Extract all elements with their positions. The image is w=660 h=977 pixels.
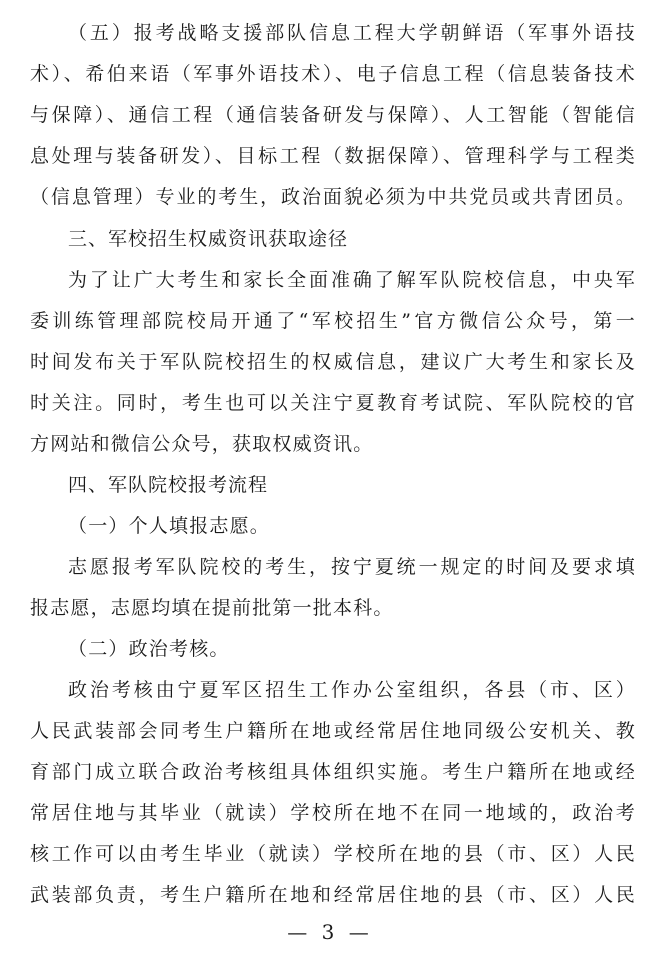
section-heading-3: 三、军校招生权威资讯获取途径 bbox=[68, 228, 349, 250]
para-5-line-2: 术）、希伯来语（军事外语技术）、电子信息工程（信息装备技术 bbox=[30, 63, 636, 85]
para-4-2-line-2: 人民武装部会同考生户籍所在地或经常居住地同级公安机关、教 bbox=[30, 720, 636, 742]
para-4-2-line-1: 政治考核由宁夏军区招生工作办公室组织，各县（市、区） bbox=[68, 679, 636, 701]
section-heading-4: 四、军队院校报考流程 bbox=[68, 474, 269, 496]
para-5-line-5: （信息管理）专业的考生，政治面貌必须为中共党员或共青团员。 bbox=[30, 186, 636, 208]
para-3-line-3: 时间发布关于军队院校招生的权威信息，建议广大考生和家长及 bbox=[30, 351, 636, 373]
para-5-line-1: （五）报考战略支援部队信息工程大学朝鲜语（军事外语技 bbox=[68, 22, 636, 44]
para-4-1-line-1: 志愿报考军队院校的考生，按宁夏统一规定的时间及要求填 bbox=[68, 556, 636, 578]
page-number: — 3 — bbox=[287, 920, 373, 944]
para-4-2-line-3: 育部门成立联合政治考核组具体组织实施。考生户籍所在地或经 bbox=[30, 761, 636, 783]
para-3-line-5: 方网站和微信公众号，获取权威资讯。 bbox=[30, 433, 374, 455]
para-4-1-line-2: 报志愿，志愿均填在提前批第一批本科。 bbox=[30, 597, 394, 619]
subheading-1: （一）个人填报志愿。 bbox=[68, 515, 271, 537]
para-4-2-line-6: 武装部负责，考生户籍所在地和经常居住地的县（市、区）人民 bbox=[30, 884, 636, 906]
para-3-line-2: 委训练管理部院校局开通了“军校招生”官方微信公众号，第一 bbox=[30, 310, 636, 332]
para-4-2-line-4: 常居住地与其毕业（就读）学校所在地不在同一地域的，政治考 bbox=[30, 802, 636, 824]
para-5-line-4: 息处理与装备研发）、目标工程（数据保障）、管理科学与工程类 bbox=[30, 145, 636, 167]
para-5-line-3: 与保障）、通信工程（通信装备研发与保障）、人工智能（智能信 bbox=[30, 104, 636, 126]
para-3-line-4: 时关注。同时，考生也可以关注宁夏教育考试院、军队院校的官 bbox=[30, 392, 636, 414]
para-3-line-1: 为了让广大考生和家长全面准确了解军队院校信息，中央军 bbox=[68, 269, 636, 291]
para-4-2-line-5: 核工作可以由考生毕业（就读）学校所在地的县（市、区）人民 bbox=[30, 843, 636, 865]
subheading-2: （二）政治考核。 bbox=[68, 638, 230, 660]
